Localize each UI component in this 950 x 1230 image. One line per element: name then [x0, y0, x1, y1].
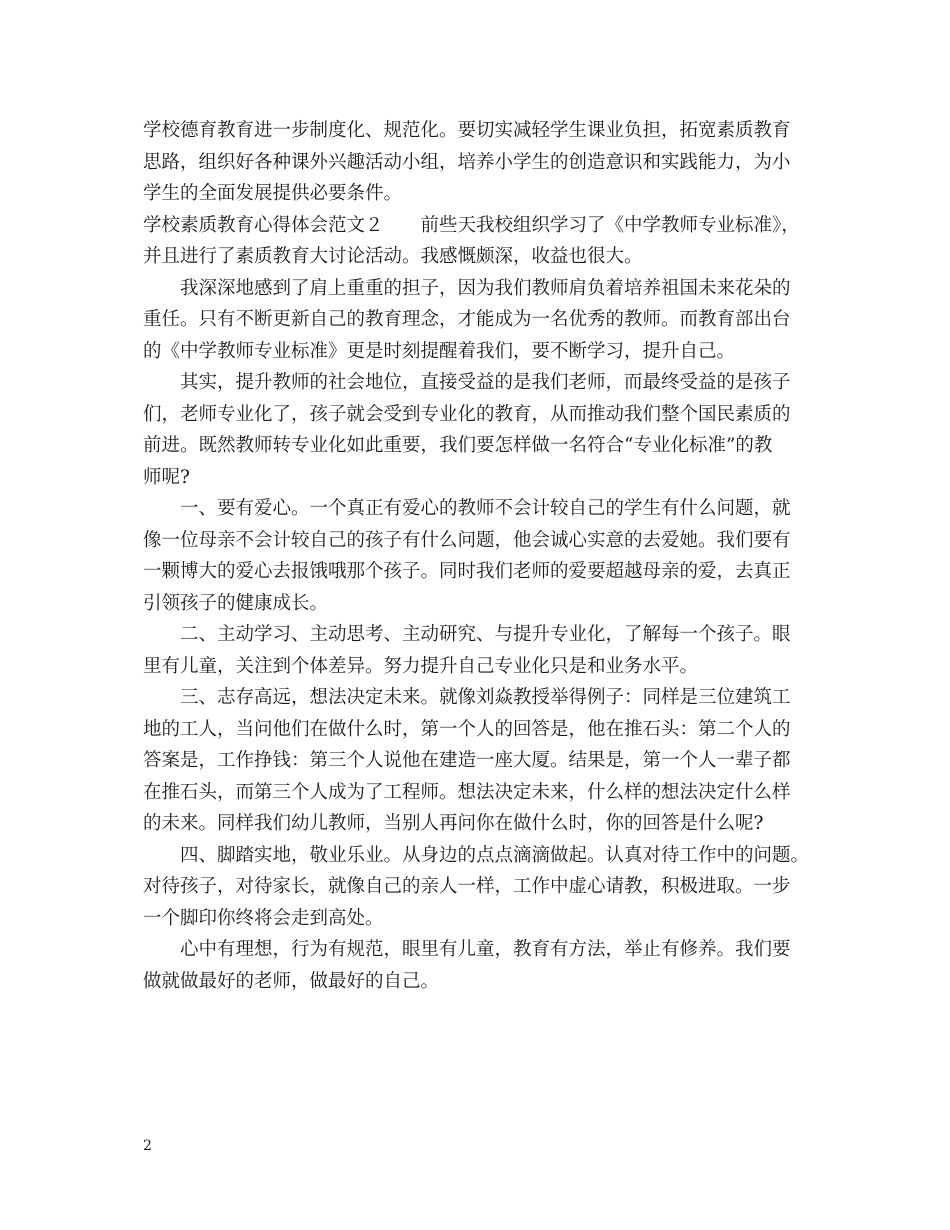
paragraph-first-line: 一、要有爱心。一个真正有爱心的教师不会计较自己的学生有什么问题，就 — [180, 498, 791, 519]
text-line: 做就做最好的老师，做最好的自己。 — [143, 970, 440, 992]
document-body — [143, 115, 823, 997]
text-line: 学校德育教育进一步制度化、规范化。要切实减轻学生课业负担，拓宽素质教育 — [143, 120, 791, 141]
text-line: 们，老师专业化了，孩子就会受到专业化的教育，从而推动我们整个国民素质的 — [143, 403, 791, 425]
text-line: 的未来。同样我们幼儿教师，当别人再问你在做什么时，你的回答是什么呢? — [143, 813, 764, 834]
paragraph-first-line: 四、脚踏实地，敬业乐业。从身边的点点滴滴做起。认真对待工作中的问题。 — [180, 844, 810, 866]
text-line: 一个脚印你终将会走到高处。 — [143, 907, 384, 929]
paragraph-first-line: 二、主动学习、主动思考、主动研究、与提升专业化，了解每一个孩子。眼 — [180, 624, 791, 645]
text-line: 地的工人，当问他们在做什么时，第一个人的回答是，他在推石头：第二个人的 — [143, 718, 791, 740]
paragraph-first-line: 三、志存高远，想法决定未来。就像刘焱教授举得例子：同样是三位建筑工 — [180, 687, 791, 708]
paragraph-first-line: 心中有理想，行为有规范，眼里有儿童，教育有方法，举止有修养。我们要 — [180, 939, 791, 960]
text-line: 并且进行了素质教育大讨论活动。我感慨颇深，收益也很大。 — [143, 246, 643, 267]
text-line: 对待孩子，对待家长，就像自己的亲人一样，工作中虚心请教，积极进取。一步 — [143, 876, 791, 897]
text-line: 里有儿童，关注到个体差异。努力提升自己专业化只是和业务水平。 — [143, 655, 699, 677]
text-line: 的《中学教师专业标准》更是时刻提醒着我们，要不断学习，提升自己。 — [143, 340, 736, 362]
page-number: 2 — [143, 1138, 152, 1154]
text-line: 师呢? — [143, 466, 190, 488]
text-line: 像一位母亲不会计较自己的孩子有什么问题，他会诚心实意的去爱她。我们要有 — [143, 529, 791, 551]
text-line: 答案是，工作挣钱：第三个人说他在建造一座大厦。结果是，第一个人一辈子都 — [143, 750, 791, 771]
text-line: 在推石头，而第三个人成为了工程师。想法决定未来，什么样的想法决定什么样 — [143, 781, 791, 803]
text-line: 引领孩子的健康成长。 — [143, 592, 329, 614]
text-line: 学生的全面发展提供必要条件。 — [143, 183, 403, 204]
text-line: 重任。只有不断更新自己的教育理念，才能成为一名优秀的教师。而教育部出台 — [143, 309, 791, 330]
paragraph-first-line: 其实，提升教师的社会地位，直接受益的是我们老师，而最终受益的是孩子 — [180, 372, 791, 393]
text-line: 思路，组织好各种课外兴趣活动小组，培养小学生的创造意识和实践能力，为小 — [143, 151, 791, 173]
section-heading-line: 学校素质教育心得体会范文２ 前些天我校组织学习了《中学教师专业标准》， — [143, 214, 800, 236]
text-line: 一颗博大的爱心去报饿哦那个孩子。同时我们老师的爱要超越母亲的爱，去真正 — [143, 561, 791, 582]
text-line: 前进。既然教师转专业化如此重要，我们要怎样做一名符合“专业化标准”的教 — [143, 435, 773, 456]
paragraph-first-line: 我深深地感到了肩上重重的担子，因为我们教师肩负着培养祖国未来花朵的 — [180, 277, 791, 299]
